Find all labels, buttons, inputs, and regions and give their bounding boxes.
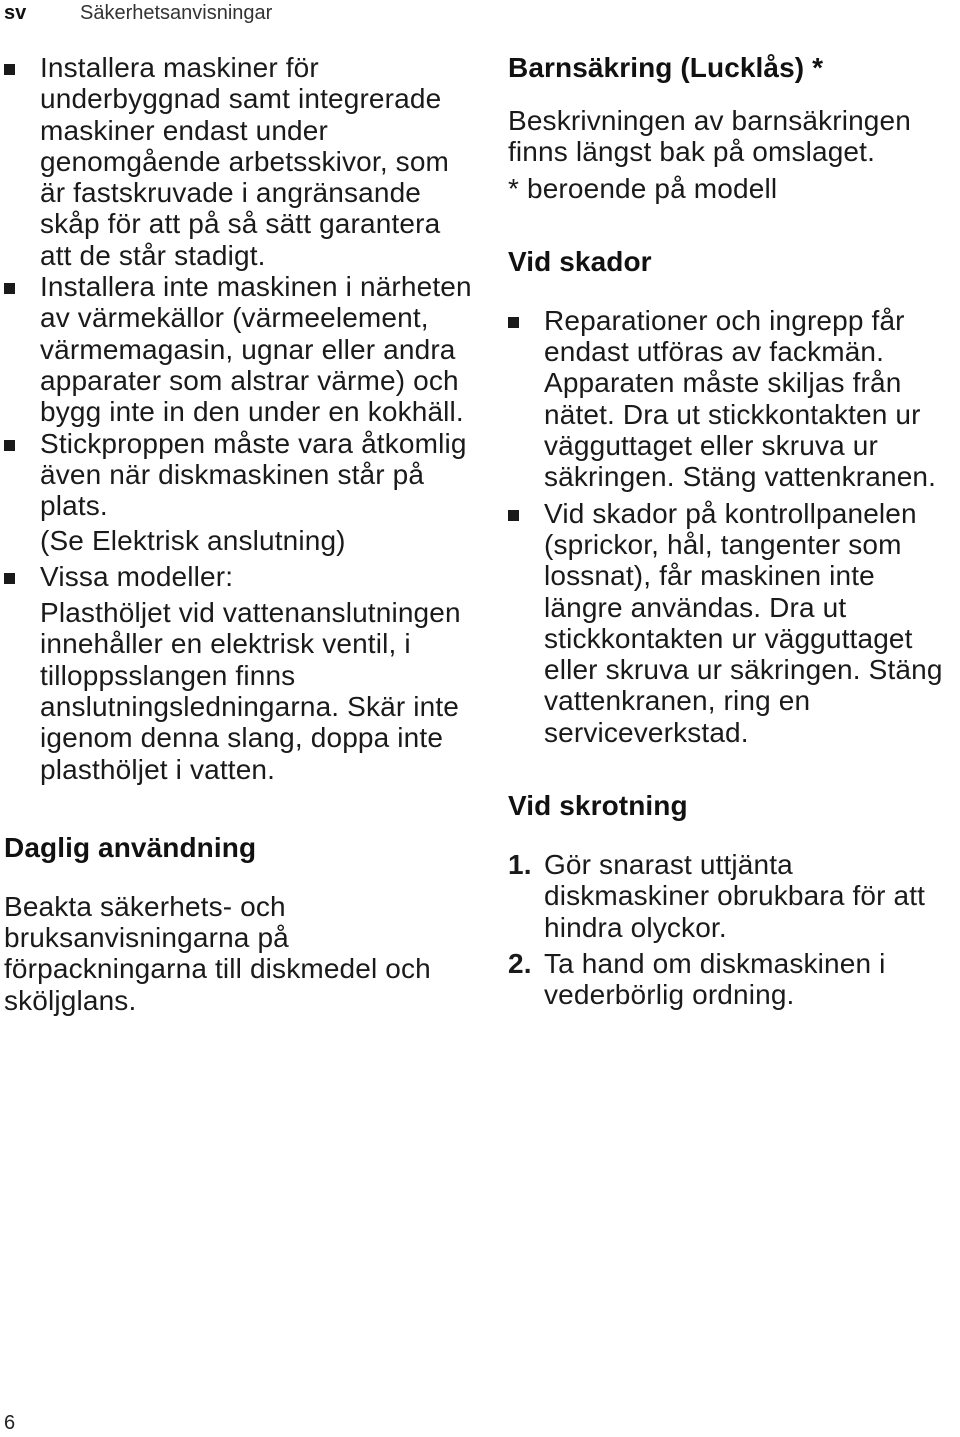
left-column: [4, 52, 474, 1016]
language-code: sv: [4, 1, 27, 24]
step-text: Gör snarast uttjänta diskmaskiner obrukbara för att hindra olyckor.: [544, 849, 926, 943]
list-item-text: Vid skador på kontrollpanelen (sprickor, hål, tangenter som lossnat), får maskinen inte längre användas. Dra ut stickkontakten ur vägguttaget eller skruva ur säkringen. Stäng vattenkranen, ring en serviceverkstad.: [544, 497, 943, 748]
list-item-text: Reparationer och ingrepp får endast utföras av fackmän. Apparaten måste skiljas från nätet. Dra ut stickkontakten ur vägguttaget eller skruva ur säkringen. Stäng vattenkranen.: [544, 304, 937, 493]
model-note: * beroende på modell: [508, 172, 778, 204]
page-number: 6: [4, 1412, 16, 1434]
step-number: 1.: [508, 849, 532, 881]
section-title: Säkerhetsanvisningar: [80, 1, 273, 24]
list-item: [4, 271, 474, 427]
right-column: [508, 52, 960, 1011]
list-item-text: Stickproppen måste vara åtkomlig även när diskmaskinen står på plats.: [40, 427, 467, 522]
numbered-step: [508, 948, 960, 1011]
bullet-square-icon: [4, 64, 15, 75]
disposal-heading: Vid skrotning: [508, 790, 688, 822]
list-item: [508, 305, 960, 493]
list-item: [508, 498, 960, 748]
damage-heading: Vid skador: [508, 245, 652, 277]
page-header: [4, 0, 272, 26]
bullet-square-icon: [508, 510, 519, 521]
bullet-square-icon: [4, 573, 15, 584]
list-item: [4, 428, 474, 522]
bullet-square-icon: [508, 317, 519, 328]
step-text: Ta hand om diskmaskinen i vederbörlig ordning.: [544, 947, 886, 1011]
daily-use-text: Beakta säkerhets- och bruksanvisningarna på förpackningarna till diskmedel och sköljglans.: [4, 890, 431, 1016]
child-lock-text: Beskrivningen av barnsäkringen finns längst bak på omslaget.: [508, 105, 911, 168]
step-number: 2.: [508, 947, 532, 979]
cross-reference-note: (Se Elektrisk anslutning): [40, 525, 346, 557]
list-item: [4, 52, 474, 271]
numbered-step: [508, 849, 960, 943]
list-item: [4, 561, 474, 592]
bullet-square-icon: [4, 440, 15, 451]
bullet-square-icon: [4, 283, 15, 294]
child-lock-heading: Barnsäkring (Lucklås) *: [508, 52, 824, 83]
daily-use-heading: Daglig användning: [4, 831, 257, 863]
list-item-text: Installera inte maskinen i närheten av värmekällor (värmeelement, värmemagasin, ugnar eller andra apparater som alstrar värme) och bygg inte in den under en kokhäll.: [40, 271, 472, 428]
list-item-text: Installera maskiner för underbyggnad samt integrerade maskiner endast under genomgående arbetsskivor, som är fastskruvade i angränsande skåp för att på så sätt garantera att de står stadigt.: [40, 52, 450, 271]
list-item-text: Vissa modeller:: [40, 560, 234, 592]
models-note: Plasthöljet vid vattenanslutningen innehåller en elektrisk ventil, i tilloppsslangen finns anslutningsledningarna. Skär inte igenom denna slang, doppa inte plasthöljet i vatten.: [40, 597, 461, 785]
